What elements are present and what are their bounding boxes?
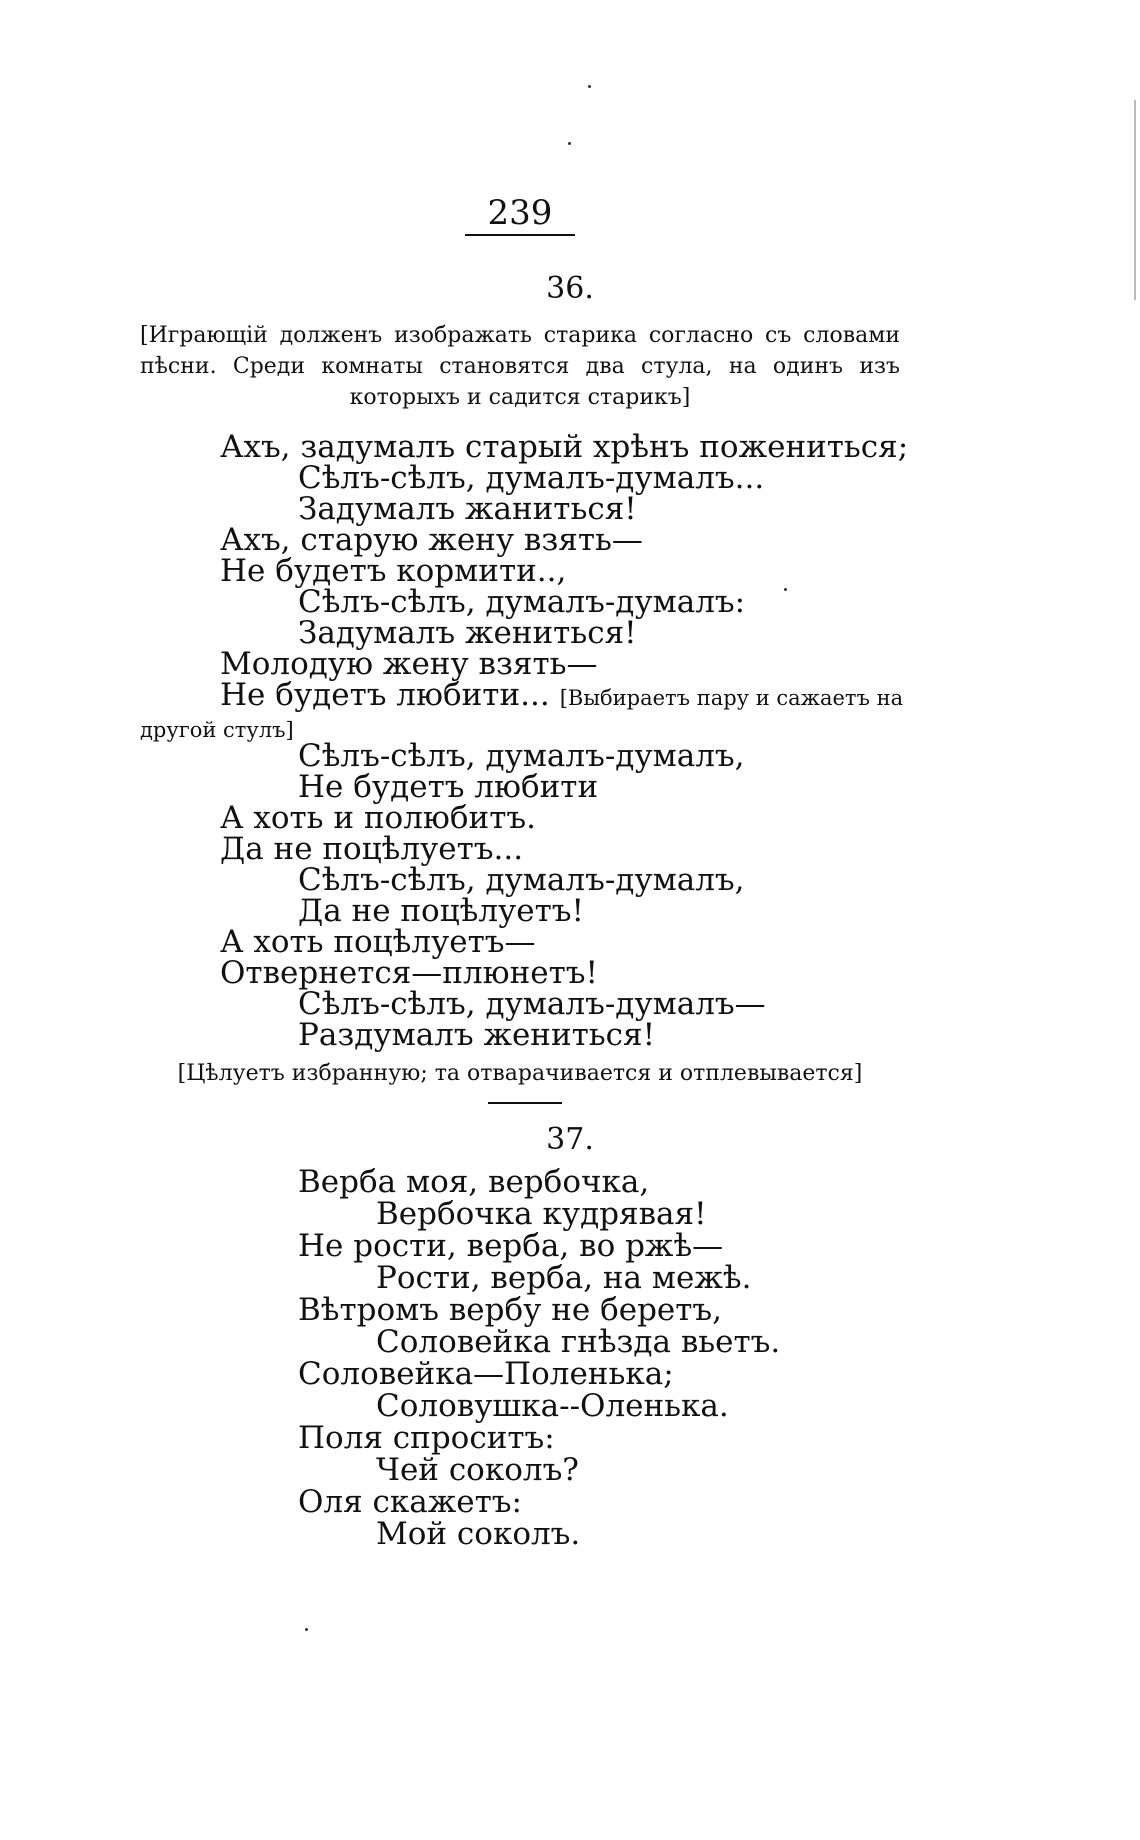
verse-line: Сѣлъ-сѣлъ, думалъ-думалъ,: [298, 862, 745, 898]
verse-line: Сѣлъ-сѣлъ, думалъ-думалъ—: [298, 986, 766, 1022]
verse-line: Сѣлъ-сѣлъ, думалъ-думалъ:: [298, 584, 746, 620]
verse-line: Задумалъ жениться!: [298, 615, 637, 651]
verse-line: Сѣлъ-сѣлъ, думалъ-думалъ,: [298, 738, 745, 774]
margin-speck: [568, 142, 571, 145]
scan-edge-line: [1134, 100, 1136, 300]
margin-speck: [588, 85, 591, 88]
verse-line: Ахъ, старую жену взять—: [220, 522, 643, 558]
verse-line: Да не поцѣлуетъ...: [220, 831, 524, 867]
verse-line: Верба моя, вербочка,: [298, 1164, 650, 1200]
inline-stage-direction-end: другой стулъ]: [140, 718, 294, 742]
verse-line: Молодую жену взять—: [220, 646, 598, 682]
verse-line: Вербочка кудрявая!: [376, 1196, 707, 1232]
verse-line: А хоть поцѣлуетъ—: [220, 924, 536, 960]
verse-line: Вѣтромъ вербу не беретъ,: [298, 1292, 723, 1328]
verse-line: Сѣлъ-сѣлъ, думалъ-думалъ...: [298, 460, 765, 496]
verse-line: Соловейка—Поленька;: [298, 1356, 674, 1392]
verse-line: Не будетъ кормити..,: [220, 553, 567, 589]
stage-direction-outro: [Цѣлуетъ избранную; та отварачивается и отплевывается]: [177, 1061, 863, 1086]
verse-line: Не будетъ любити: [298, 769, 599, 805]
verse-line: А хоть и полюбитъ.: [220, 800, 536, 836]
verse-line-with-note: [220, 677, 904, 714]
margin-speck: [784, 588, 787, 591]
verse-line: Да не поцѣлуетъ!: [298, 893, 584, 929]
margin-speck: [305, 1628, 308, 1631]
page-number: 239: [487, 193, 553, 233]
song-number-37: 37.: [546, 1122, 594, 1157]
inline-stage-direction: [Выбираетъ пару и сажаетъ на: [559, 686, 904, 710]
page-number-rule: [465, 234, 575, 236]
section-divider: [488, 1102, 562, 1104]
verse-line: Раздумалъ жениться!: [298, 1017, 656, 1053]
verse-line: Рости, верба, на межѣ.: [376, 1260, 752, 1296]
verse-line: Задумалъ жаниться!: [298, 491, 637, 527]
verse-line: Отвернется—плюнетъ!: [220, 955, 598, 991]
verse-line: Соловейка гнѣзда вьетъ.: [376, 1324, 781, 1360]
verse-line: Ахъ, задумалъ старый хрѣнъ пожениться;: [220, 429, 909, 465]
verse-line: Не рости, верба, во ржѣ—: [298, 1228, 724, 1264]
verse-line: Чей соколъ?: [376, 1452, 579, 1488]
song-number-36: 36.: [546, 271, 594, 306]
verse-line: Мой соколъ.: [376, 1516, 581, 1552]
verse-line: Соловушка--Оленька.: [376, 1388, 729, 1424]
verse-line: Поля спроситъ:: [298, 1420, 555, 1456]
verse-line: Не будетъ любити...: [220, 677, 550, 713]
stage-direction-intro: [Играющій долженъ изображать старика согласно съ словами пѣсни. Среди комнаты становятся два стула, на одинъ изъ которыхъ и садится старикъ]: [140, 323, 900, 410]
verse-line: Оля скажетъ:: [298, 1484, 522, 1520]
